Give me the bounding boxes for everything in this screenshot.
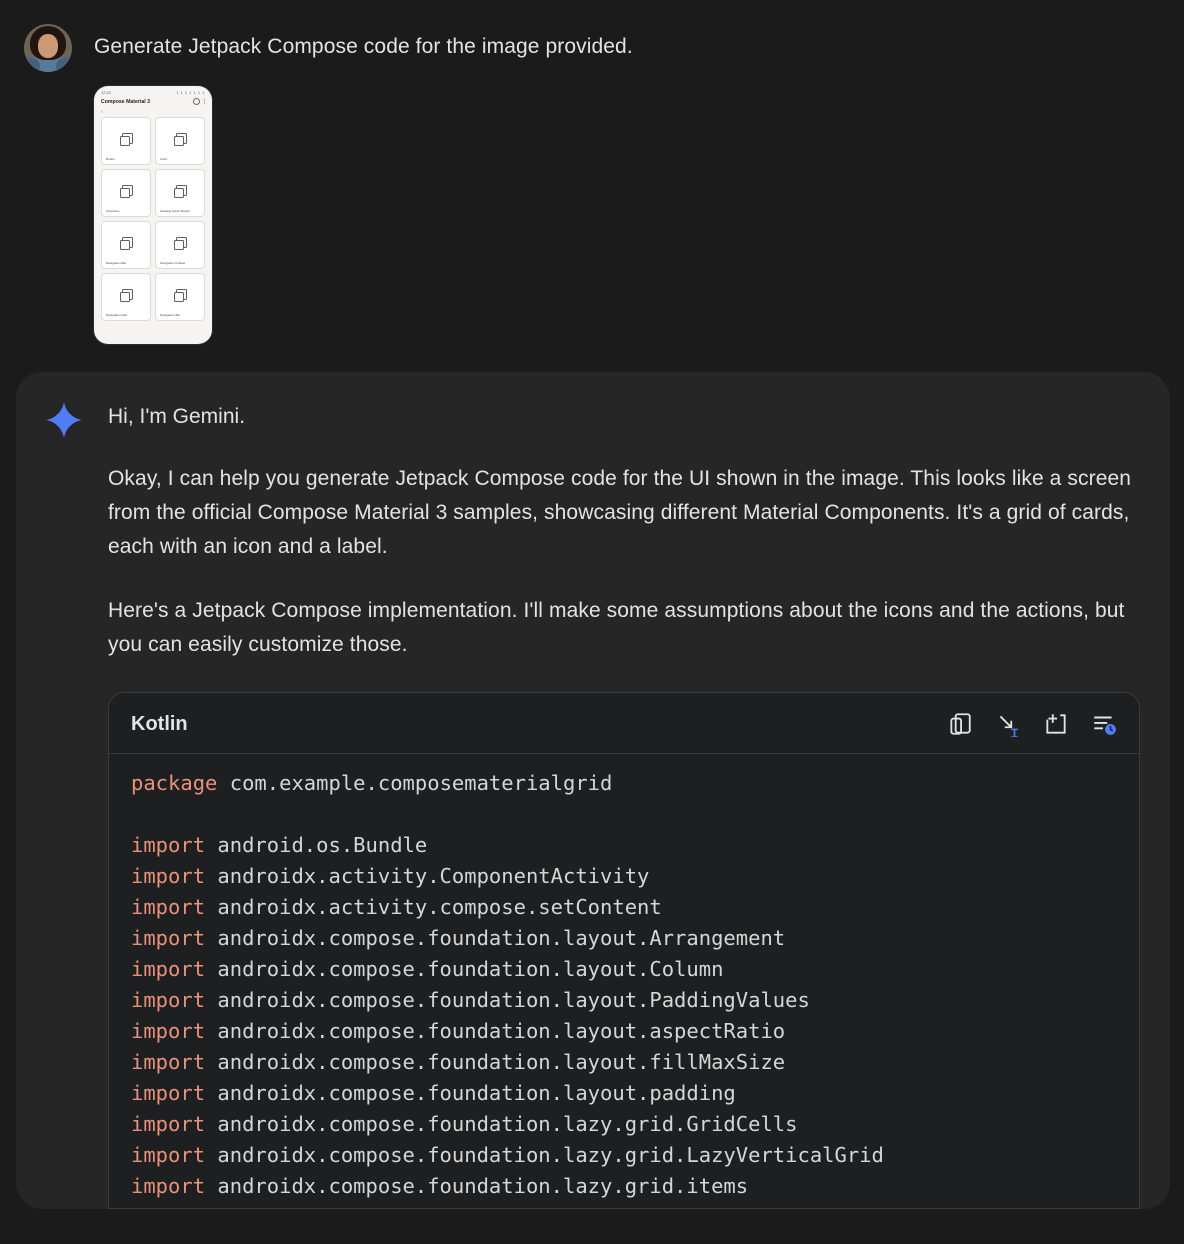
phone-status-bar bbox=[94, 86, 212, 95]
user-turn bbox=[0, 0, 1184, 72]
phone-app-title: Compose Material 3 bbox=[101, 98, 151, 105]
component-icon bbox=[120, 185, 133, 198]
phone-card-label: Button bbox=[106, 157, 115, 161]
avatar-shoulder-right bbox=[56, 58, 72, 72]
phone-card-label: Navigation Rail bbox=[106, 313, 127, 317]
insert-code-icon[interactable] bbox=[995, 711, 1021, 737]
phone-card bbox=[155, 169, 205, 217]
phone-card bbox=[155, 273, 205, 321]
assistant-response-card bbox=[16, 372, 1170, 1209]
phone-card bbox=[101, 117, 151, 165]
phone-card bbox=[101, 221, 151, 269]
assistant-greeting: Hi, I'm Gemini. bbox=[108, 405, 246, 428]
assistant-paragraph-2: Here's a Jetpack Compose implementation. I'll make some assumptions about the icons and the actions, but you can easily customize those. bbox=[108, 599, 1125, 656]
phone-card-label: Navigation Bar bbox=[160, 313, 181, 317]
component-icon bbox=[120, 237, 133, 250]
component-icon bbox=[174, 289, 187, 302]
assistant-paragraph-1: Okay, I can help you generate Jetpack Compose code for the UI shown in the image. This looks like a screen from the official Compose Material 3 samples, showcasing different Material Components. It's a grid of cards, each with an icon and a label. bbox=[108, 467, 1132, 558]
phone-card-label: Checkbox bbox=[106, 209, 120, 213]
code-block-actions bbox=[947, 711, 1117, 737]
open-in-new-icon[interactable] bbox=[1043, 711, 1069, 737]
phone-card-label: Navigation Drawer bbox=[160, 261, 186, 265]
phone-card bbox=[101, 273, 151, 321]
phone-card bbox=[155, 117, 205, 165]
phone-app-bar bbox=[94, 95, 212, 109]
component-icon bbox=[174, 185, 187, 198]
user-message: Generate Jetpack Compose code for the image provided. bbox=[94, 35, 633, 58]
assistant-body bbox=[108, 400, 1140, 692]
copy-code-icon[interactable] bbox=[947, 711, 973, 737]
component-icon bbox=[120, 133, 133, 146]
avatar-shoulder-left bbox=[24, 58, 40, 72]
avatar bbox=[24, 24, 72, 72]
phone-status-time: 12:22 bbox=[101, 90, 112, 95]
code-block-header bbox=[109, 693, 1139, 754]
phone-card-label: Card bbox=[160, 157, 167, 161]
phone-card bbox=[155, 221, 205, 269]
assistant-header bbox=[46, 400, 1140, 692]
phone-app-bar-actions bbox=[193, 98, 205, 105]
phone-card bbox=[101, 169, 151, 217]
phone-card-label: Navigation Bar bbox=[106, 261, 127, 265]
avatar-face bbox=[38, 34, 58, 58]
code-language-label: Kotlin bbox=[131, 712, 188, 735]
component-icon bbox=[120, 289, 133, 302]
phone-status-icons: 1 1 1 1 1 1 1 bbox=[176, 90, 205, 95]
overflow-menu-icon bbox=[204, 99, 205, 105]
gemini-spark-icon bbox=[46, 402, 82, 438]
phone-card-grid bbox=[94, 115, 212, 328]
phone-back-icon: ‹ bbox=[101, 109, 103, 115]
phone-card-label: Floating Action Button bbox=[160, 209, 191, 213]
component-icon bbox=[174, 133, 187, 146]
code-content[interactable]: package com.example.composematerialgrid import android.os.Bundle import androidx.activity.ComponentActivity import androidx.activity.compose.setContent import androidx.compose.foundation.layout.Arrangement import androidx.compose.foundation.layout.Column import androidx.compose.foundation.layout.PaddingValues import androidx.compose.foundation.layout.aspectRatio import androidx.compose.foundation.layout.fillMaxSize import androidx.compose.foundation.layout.padding import androidx.compose.foundation.lazy.grid.GridCells import androidx.compose.foundation.lazy.grid.LazyVerticalGrid import androidx.compose.foundation.lazy.grid.items bbox=[131, 771, 884, 1198]
phone-screenshot-attachment[interactable] bbox=[94, 86, 212, 344]
code-history-icon[interactable] bbox=[1091, 711, 1117, 737]
info-icon bbox=[193, 98, 200, 105]
code-block bbox=[108, 692, 1140, 1209]
component-icon bbox=[174, 237, 187, 250]
